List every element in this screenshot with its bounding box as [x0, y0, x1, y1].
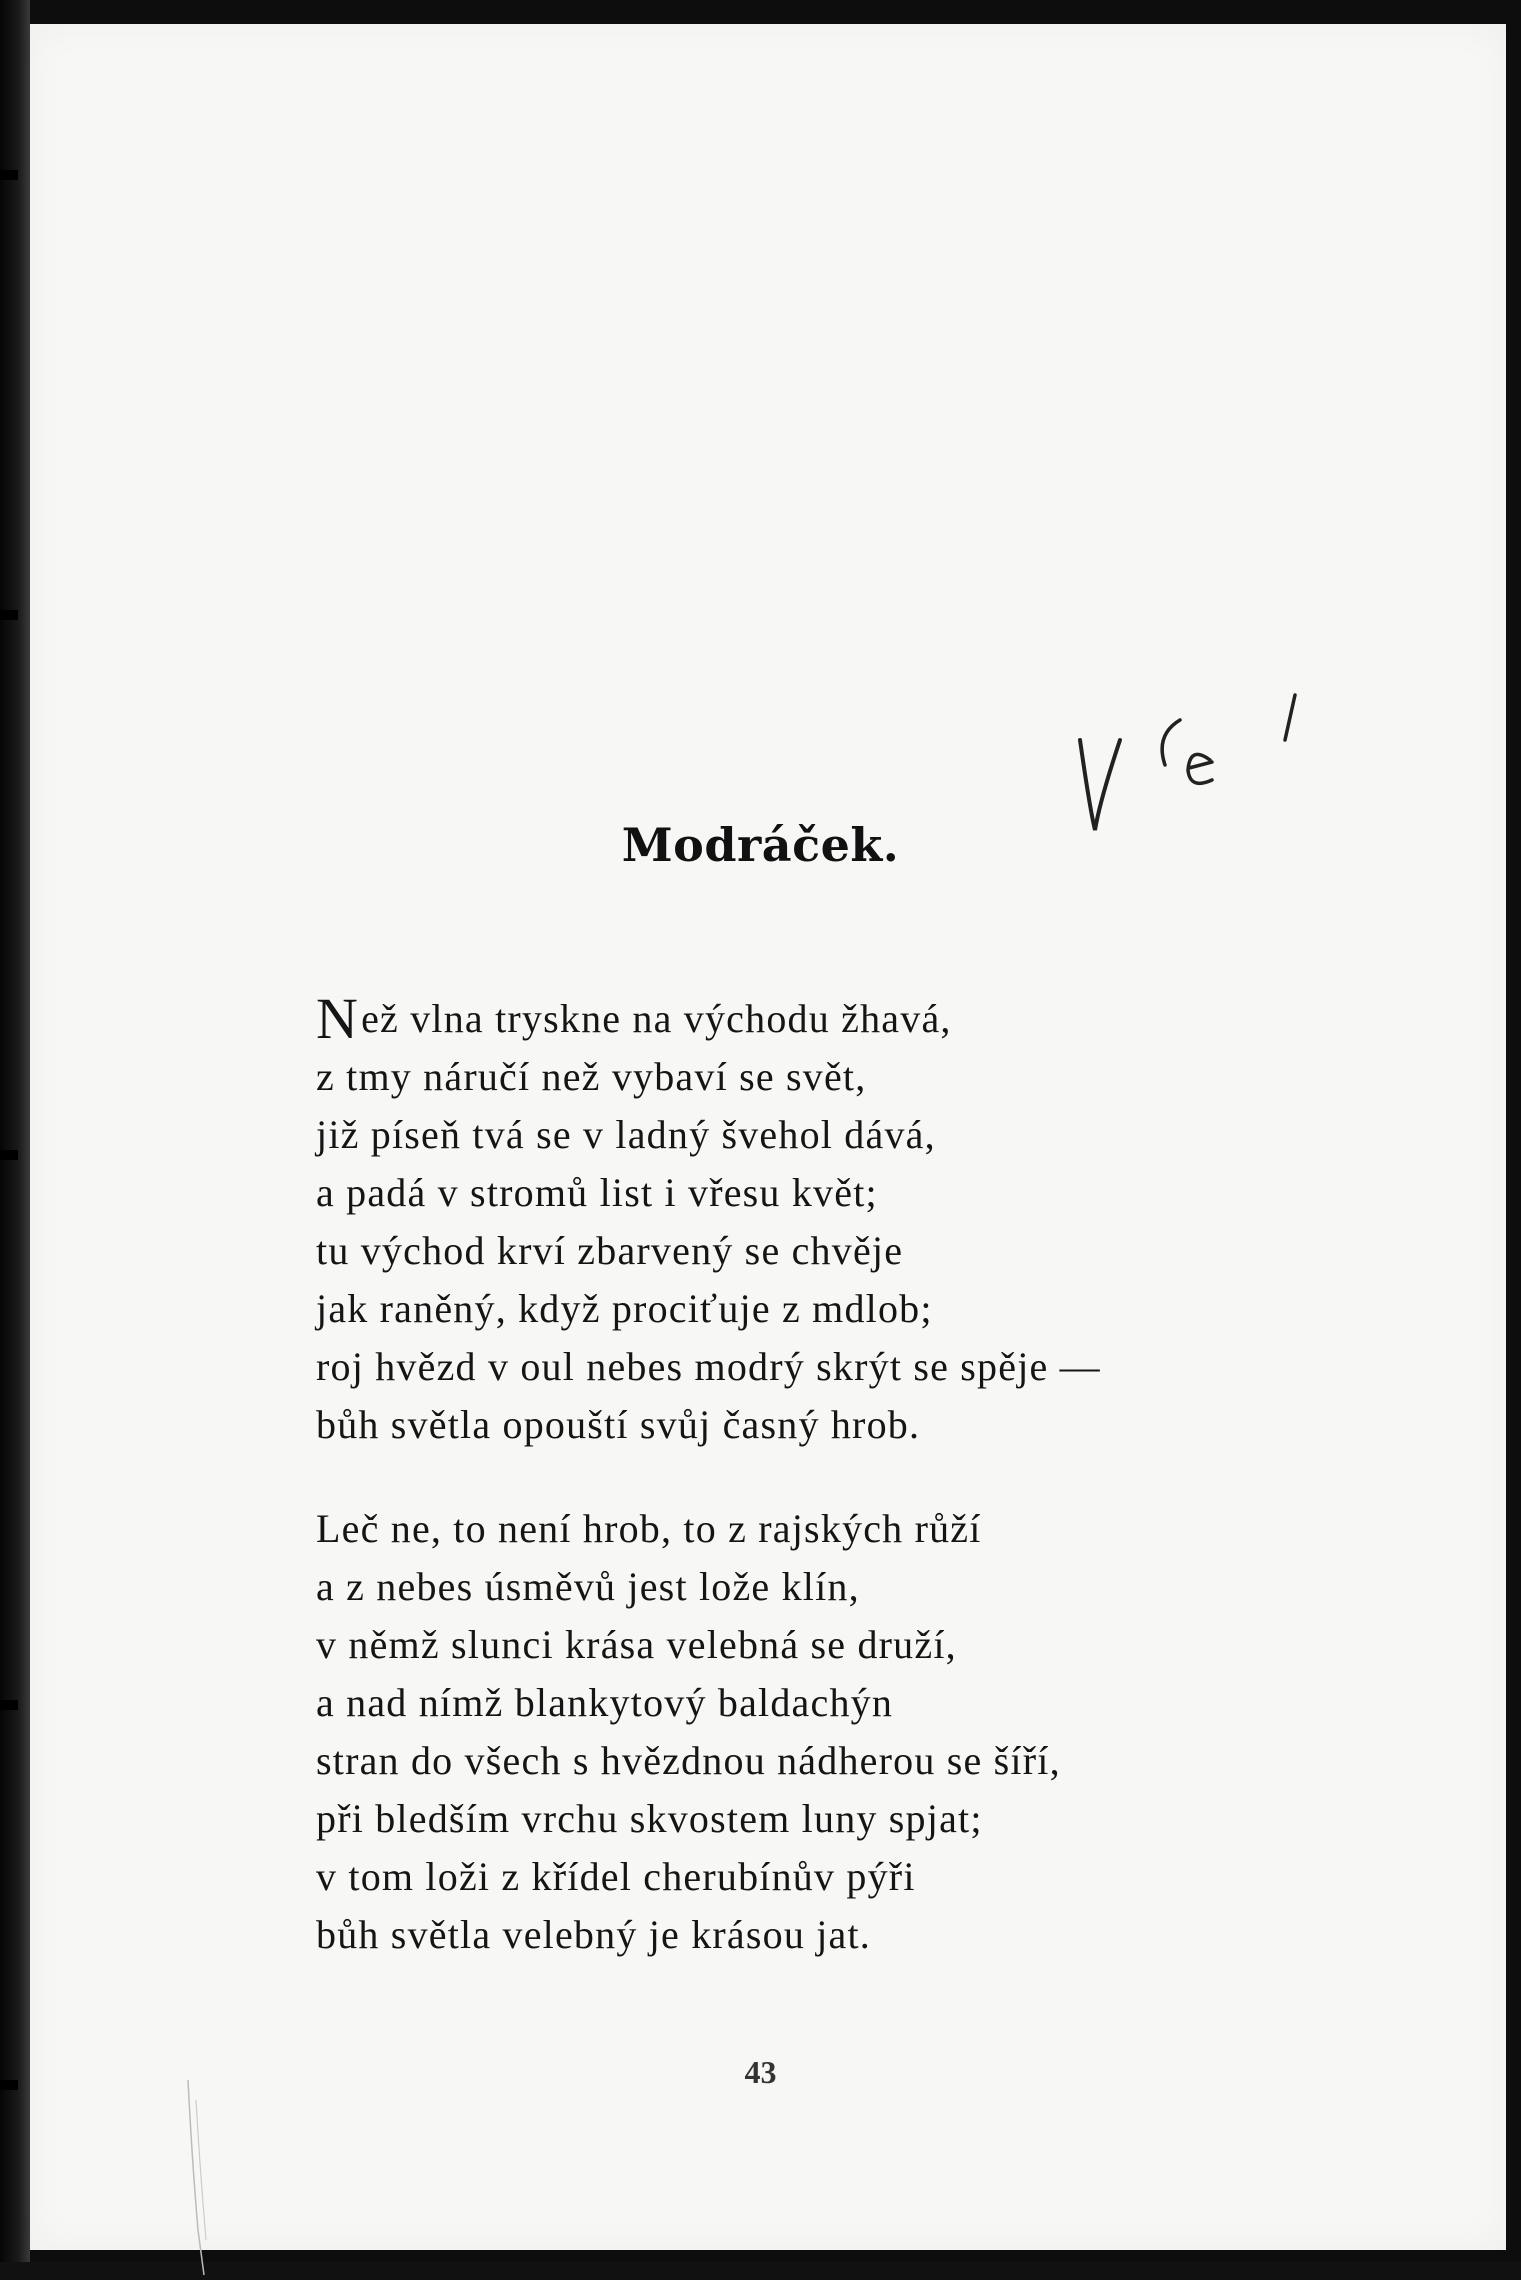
poem-line: roj hvězd v oul nebes modrý skrýt se spěje —: [316, 1344, 1101, 1389]
stray-pencil-mark: [180, 2080, 220, 2280]
poem-line: jak raněný, když prociťuje z mdlob;: [316, 1286, 933, 1331]
poem-line: v tom loži z křídel cherubínův pýři: [316, 1854, 916, 1899]
poem-line: z tmy náručí než vybaví se svět,: [316, 1054, 867, 1099]
poem-line: bůh světla opouští svůj časný hrob.: [316, 1402, 921, 1447]
stanza-2: [316, 1500, 1316, 1964]
poem-title: Modráček.: [621, 818, 900, 872]
book-binding-edge: [0, 0, 30, 2262]
poem-line: Než vlna tryskne na východu žhavá,: [316, 986, 952, 1051]
poem-line: při bledším vrchu skvostem luny spjat;: [316, 1796, 983, 1841]
poem-line: v němž slunci krása velebná se druží,: [316, 1622, 957, 1667]
poem-line: a padá v stromů list i vřesu květ;: [316, 1170, 878, 1215]
drop-cap: N: [316, 986, 360, 1051]
poem-line: a z nebes úsměvů jest lože klín,: [316, 1564, 860, 1609]
handwritten-annotation: [1060, 690, 1320, 860]
poem-line: bůh světla velebný je krásou jat.: [316, 1912, 872, 1957]
poem-line: Leč ne, to není hrob, to z rajských růží: [316, 1506, 982, 1551]
poem-line: stran do všech s hvězdnou nádherou se šíří,: [316, 1738, 1061, 1783]
poem-line: již píseň tvá se v ladný švehol dává,: [316, 1112, 936, 1157]
stanza-1: [316, 986, 1316, 1454]
poem-line: tu východ krví zbarvený se chvěje: [316, 1228, 904, 1273]
page-number: 43: [744, 2054, 777, 2090]
poem-line: a nad nímž blankytový baldachýn: [316, 1680, 894, 1725]
poem-body: [316, 986, 1316, 1964]
